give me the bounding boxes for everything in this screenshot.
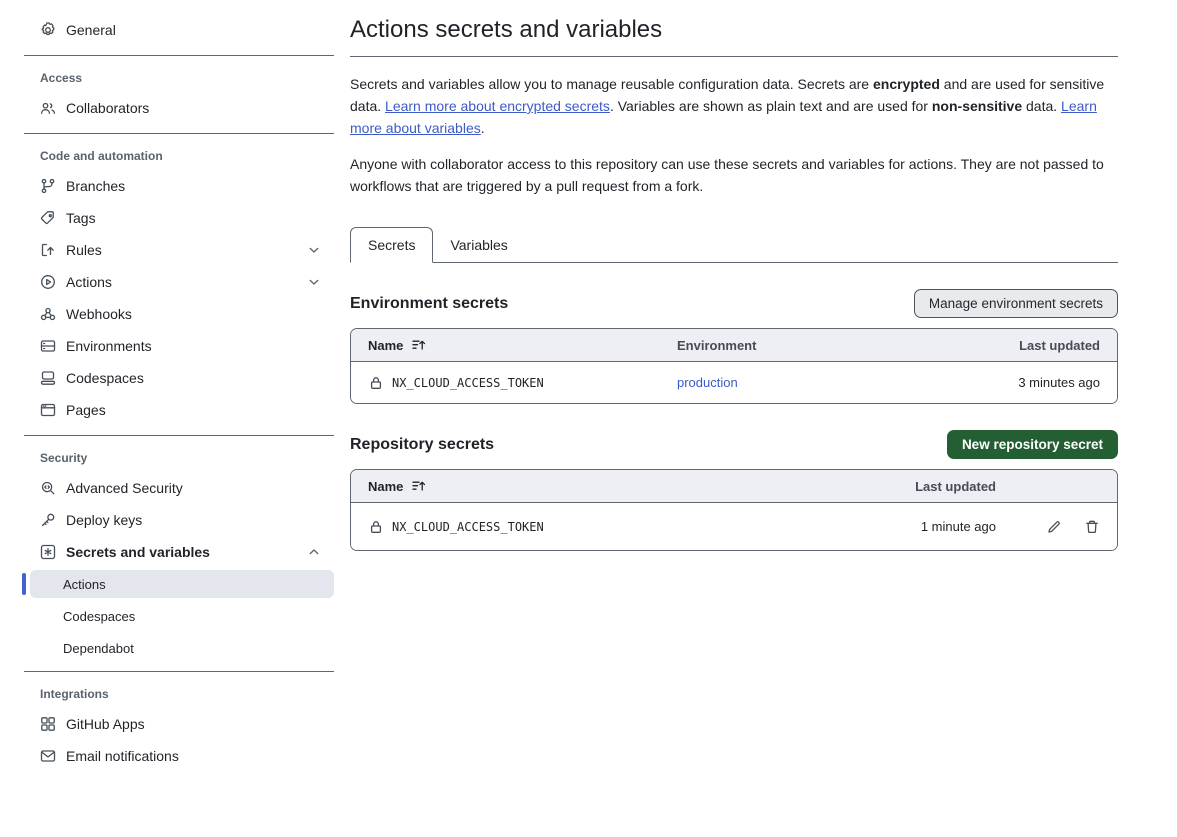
tag-icon xyxy=(40,210,56,226)
text: . Variables are shown as plain text and are used for xyxy=(609,98,932,114)
pencil-icon xyxy=(1046,519,1062,535)
codespaces-icon xyxy=(40,370,56,386)
sidebar-item-label: Webhooks xyxy=(66,306,132,322)
text: . xyxy=(480,120,485,136)
mail-icon xyxy=(40,748,56,764)
play-icon xyxy=(40,274,56,290)
chevron-up-icon xyxy=(306,544,322,560)
sidebar-divider xyxy=(24,133,334,134)
browser-icon xyxy=(40,402,56,418)
lock-icon xyxy=(368,375,384,391)
encrypted-secrets-link[interactable]: Learn more about encrypted secrets xyxy=(385,98,610,114)
sidebar-subitem-codespaces[interactable] xyxy=(30,602,334,630)
text: and are used for sensitive data. xyxy=(350,76,1105,114)
secret-row xyxy=(351,502,1117,550)
rules-icon xyxy=(40,242,56,258)
sidebar-section-code-and-automation: Code and automation xyxy=(40,149,163,163)
secret-name: NX_CLOUD_ACCESS_TOKEN xyxy=(392,375,544,390)
server-icon xyxy=(40,338,56,354)
active-item-indicator xyxy=(22,573,26,595)
trash-icon xyxy=(1084,519,1100,535)
sidebar-section-access: Access xyxy=(40,71,83,85)
sidebar-item-webhooks[interactable] xyxy=(24,298,334,330)
secret-row xyxy=(351,361,1117,403)
people-icon xyxy=(40,100,56,116)
manage-environment-secrets-button[interactable]: Manage environment secrets xyxy=(914,289,1118,318)
sidebar-section-integrations: Integrations xyxy=(40,687,109,701)
lock-icon xyxy=(368,519,384,535)
sidebar-section-security: Security xyxy=(40,451,88,465)
repository-secrets-heading: Repository secrets xyxy=(350,435,495,453)
sidebar-item-label: Tags xyxy=(66,210,96,226)
git-branch-icon xyxy=(40,178,56,194)
variables-link[interactable]: Learn more about variables xyxy=(350,98,1097,136)
webhook-icon xyxy=(40,306,56,322)
environment-link[interactable]: production xyxy=(677,375,738,390)
chevron-down-icon xyxy=(306,242,322,258)
secret-name: NX_CLOUD_ACCESS_TOKEN xyxy=(392,519,544,534)
settings-sidebar xyxy=(0,14,334,772)
tab-secrets[interactable]: Secrets xyxy=(350,227,433,263)
bold-text: non-sensitive xyxy=(931,98,1023,114)
sidebar-item-codespaces[interactable] xyxy=(24,362,334,394)
last-updated: 1 minute ago xyxy=(920,519,996,534)
bold-text: encrypted xyxy=(872,76,940,92)
sidebar-item-deploy-keys[interactable] xyxy=(24,504,334,536)
sidebar-item-label: Actions xyxy=(66,274,112,290)
sidebar-item-email-notifications[interactable] xyxy=(24,740,334,772)
sidebar-subitem-label: Dependabot xyxy=(63,640,134,656)
sidebar-item-label: Rules xyxy=(66,242,102,258)
column-name-label: Name xyxy=(368,478,404,494)
delete-secret-button[interactable] xyxy=(1084,519,1100,535)
sort-ascending-icon[interactable] xyxy=(411,478,427,494)
environment-secrets-heading: Environment secrets xyxy=(350,294,509,312)
sidebar-item-actions[interactable] xyxy=(24,266,334,298)
sidebar-item-label: Email notifications xyxy=(66,748,179,764)
apps-icon xyxy=(40,716,56,732)
sidebar-item-label: GitHub Apps xyxy=(66,716,145,732)
sidebar-subitem-dependabot[interactable] xyxy=(30,634,334,662)
page-title: Actions secrets and variables xyxy=(350,14,1118,57)
codescan-icon xyxy=(40,480,56,496)
sidebar-item-label: Advanced Security xyxy=(66,480,183,496)
sidebar-item-label: Environments xyxy=(66,338,152,354)
sidebar-item-advanced-security[interactable] xyxy=(24,472,334,504)
sidebar-subitem-label: Codespaces xyxy=(63,608,136,624)
environment-secrets-table xyxy=(350,328,1118,404)
repository-secrets-section xyxy=(350,430,1118,551)
asterisk-box-icon xyxy=(40,544,56,560)
chevron-down-icon xyxy=(306,274,322,290)
sidebar-item-github-apps[interactable] xyxy=(24,708,334,740)
sidebar-item-tags[interactable] xyxy=(24,202,334,234)
column-last-updated-label: Last updated xyxy=(1019,337,1100,353)
repository-secrets-table xyxy=(350,469,1118,551)
gear-icon xyxy=(40,22,56,38)
sidebar-item-environments[interactable] xyxy=(24,330,334,362)
last-updated: 3 minutes ago xyxy=(1018,375,1100,390)
sidebar-item-branches[interactable] xyxy=(24,170,334,202)
column-last-updated-label: Last updated xyxy=(915,478,996,494)
text: data. xyxy=(1022,98,1062,114)
sidebar-item-general[interactable] xyxy=(24,14,334,46)
sidebar-divider xyxy=(24,55,334,56)
sidebar-item-label: Deploy keys xyxy=(66,512,143,528)
sidebar-divider xyxy=(24,435,334,436)
column-environment-label: Environment xyxy=(677,337,757,353)
sidebar-item-label: Codespaces xyxy=(66,370,144,386)
edit-secret-button[interactable] xyxy=(1046,519,1062,535)
sidebar-divider xyxy=(24,671,334,672)
sidebar-item-pages[interactable] xyxy=(24,394,334,426)
sidebar-subitem-actions[interactable] xyxy=(30,570,334,598)
secrets-variables-tabs xyxy=(350,227,1118,263)
sidebar-item-rules[interactable] xyxy=(24,234,334,266)
main-content xyxy=(350,14,1118,551)
sidebar-item-label: Collaborators xyxy=(66,100,150,116)
table-header xyxy=(351,329,1117,361)
key-icon xyxy=(40,512,56,528)
collaborator-note: Anyone with collaborator access to this repository can use these secrets and variables for actions. They are not passed to workflows that are triggered by a pull request from a fork. xyxy=(350,156,1104,194)
intro-paragraph xyxy=(350,73,1118,139)
sidebar-item-label: Secrets and variables xyxy=(66,544,210,560)
sidebar-item-secrets-and-variables[interactable] xyxy=(24,536,334,568)
sidebar-item-label: Branches xyxy=(66,178,126,194)
sidebar-item-collaborators[interactable] xyxy=(24,92,334,124)
tab-variables[interactable]: Variables xyxy=(433,228,524,262)
sidebar-item-label: Pages xyxy=(66,402,106,418)
table-header xyxy=(351,470,1117,502)
sort-ascending-icon[interactable] xyxy=(411,337,427,353)
sidebar-item-label: General xyxy=(66,22,116,38)
environment-secrets-section xyxy=(350,289,1118,404)
text: Secrets and variables allow you to manage reusable configuration data. Secrets are xyxy=(350,76,873,92)
new-repository-secret-button[interactable]: New repository secret xyxy=(947,430,1118,459)
column-name-label: Name xyxy=(368,337,404,353)
sidebar-subitem-label: Actions xyxy=(63,576,106,592)
